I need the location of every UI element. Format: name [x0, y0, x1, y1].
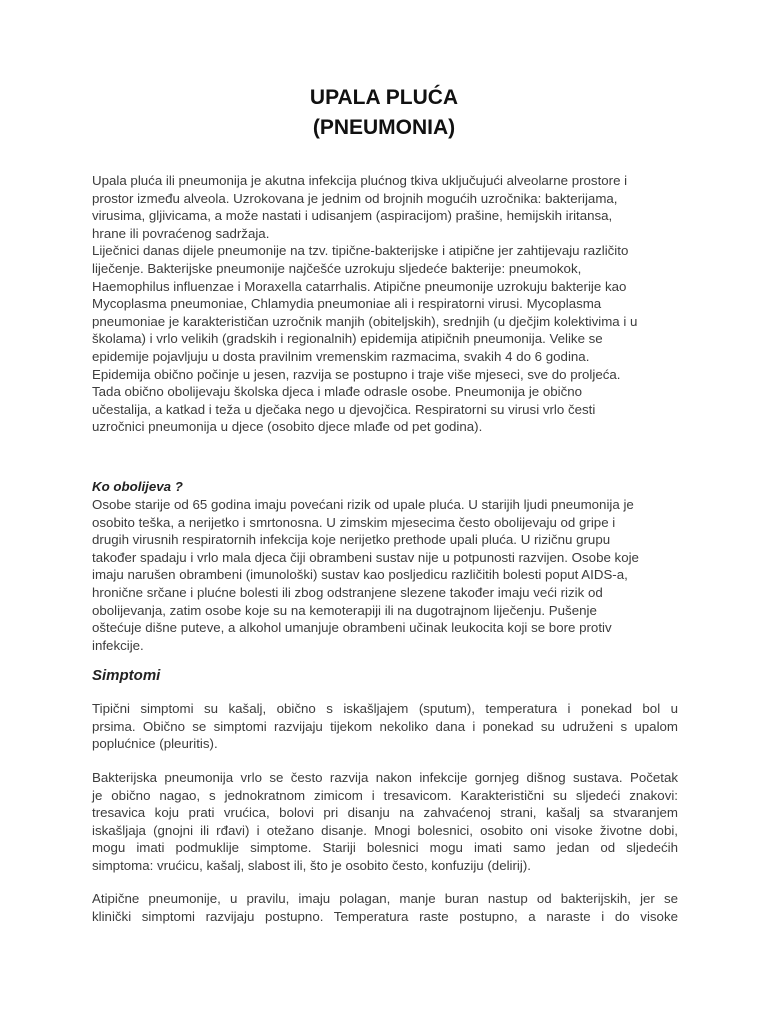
- intro-line: uzročnici pneumonija u djece (osobito djece mlađe od pet godina).: [92, 419, 483, 435]
- who-line: također spadaju i vrlo mala djeca čiji obrambeni sustav nije u potpunosti razvijen. Osobe koje: [92, 549, 639, 565]
- symptoms-2-line: mogu imati podmuklije simptome. Stariji bolesnici mogu imati samo jedan od sljedećih: [92, 840, 678, 856]
- symptoms-1-line: Tipični simptomi su kašalj, obično s iskašljajem (sputum), temperatura i ponekad bol u: [92, 701, 678, 716]
- symptoms-1-line: poplućnice (pleuritis).: [92, 736, 218, 752]
- section-heading-who: Ko obolijeva ?: [92, 479, 183, 494]
- symptoms-3-line: klinički simptomi razvijaju postupno. Temperatura raste postupno, a naraste i do visoke: [92, 908, 678, 924]
- symptoms-2-line: Bakterijska pneumonija vrlo se često razvija nakon infekcije gornjeg dišnog sustava. Početak: [92, 770, 678, 785]
- intro-line: Tada obično obolijevaju školska djeca i mlađe odrasle osobe. Pneumonija je obično: [92, 384, 583, 400]
- intro-line: prostor između alveola. Uzrokovana je jednim od brojnih mogućih uzročnika: bakterijama,: [92, 190, 618, 206]
- who-paragraph: [92, 496, 678, 654]
- intro-line: virusima, gljivicama, a može nastati i udisanjem (aspiracijom) prašine, hemijskih iritansa,: [92, 208, 613, 224]
- who-line: Osobe starije od 65 godina imaju povećani rizik od upale pluća. U starijih ljudi pneumonija je: [92, 497, 634, 512]
- document-title-line-2: (PNEUMONIA): [312, 116, 456, 139]
- document-title-line-1: UPALA PLUĆA: [309, 86, 459, 109]
- symptoms-2-line: je obično nagao, s jednokratnom zimicom i tresavicom. Karakteristični su sljedeći znakovi:: [92, 787, 678, 803]
- symptoms-2-line: tresavica koju prati vrućica, bolovi pri disanju na zahvaćenoj strani, kašalj sa stvaranjem: [92, 805, 678, 821]
- who-line: imaju narušen obrambeni (imunološki) sustav kao posljedicu različitih bolesti poput AIDS-a,: [92, 567, 628, 583]
- who-line: infekcije.: [92, 637, 144, 653]
- symptoms-paragraph-1: [92, 700, 678, 753]
- intro-line: pneumoniae je karakterističan uzročnik manjih (obiteljskih), srednjih (u dječjim kolektivima i u: [92, 313, 638, 329]
- symptoms-3-line: Atipične pneumonije, u pravilu, imaju polagan, manje buran nastup od bakterijskih, jer se: [92, 891, 678, 906]
- intro-line: Liječnici danas dijele pneumonije na tzv. tipične-bakterijske i atipične jer zahtijevaju različito: [92, 243, 629, 259]
- intro-line: Epidemija obično počinje u jesen, razvija se postupno i traje više mjeseci, sve do proljeća.: [92, 366, 621, 382]
- section-heading-symptoms: Simptomi: [92, 667, 161, 684]
- who-line: hronične srčane i plućne bolesti ili zbog odstranjene slezene također imaju veći rizik od: [92, 584, 603, 600]
- intro-paragraph: [92, 172, 678, 436]
- symptoms-2-line: iskašljaja (gnojni ili rđavi) i otežano disanje. Mnogi bolesnici, osobito oni visoke životne dobi,: [92, 822, 678, 838]
- who-line: oštećuje dišne puteve, a alkohol umanjuje obrambeni učinak leukocita koji se bore protiv: [92, 620, 612, 636]
- who-line: drugih virusnih respiratornih infekcija koje nerijetko prethode upali pluća. U rizičnu grupu: [92, 532, 611, 548]
- intro-line: liječenje. Bakterijske pneumonije najčešće uzrokuju sljedeće bakterije: pneumokok,: [92, 260, 582, 276]
- intro-line: učestalija, a katkad i teža u dječaka nego u djevojčica. Respiratorni su virusi vrlo česti: [92, 401, 596, 417]
- intro-line: Mycoplasma pneumoniae, Chlamydia pneumoniae ali i respiratorni virusi. Mycoplasma: [92, 296, 602, 312]
- symptoms-paragraph-2: [92, 769, 678, 875]
- symptoms-1-line: prsima. Obično se simptomi razvijaju tijekom nekoliko dana i ponekad su udruženi s upalom: [92, 718, 678, 734]
- intro-line: epidemije pojavljuju u dosta pravilnim vremenskim razmacima, svakih 4 do 6 godina.: [92, 348, 590, 364]
- intro-line: školama) i vrlo velikih (gradskih i regionalnih) epidemija atipičnih pneumonija. Velike se: [92, 331, 603, 347]
- who-line: osobito teška, a nerijetko i smrtonosna. U zimskim mjesecima često obolijevaju od gripe i: [92, 514, 616, 530]
- intro-line: Upala pluća ili pneumonija je akutna infekcija plućnog tkiva uključujući alveolarne prostore i: [92, 173, 628, 188]
- who-line: obolijevanja, zatim osobe koje su na kemoterapiji ili na dugotrajnom liječenju. Pušenje: [92, 602, 597, 618]
- intro-line: Haemophilus influenzae i Moraxella catarrhalis. Atipične pneumonije uzrokuju bakterije kao: [92, 278, 627, 294]
- intro-line: hrane ili povraćenog sadržaja.: [92, 225, 270, 241]
- symptoms-2-line: simptoma: vrućicu, kašalj, slabost ili, što je osobito često, konfuziju (delirij).: [92, 857, 531, 873]
- symptoms-paragraph-3: [92, 890, 678, 925]
